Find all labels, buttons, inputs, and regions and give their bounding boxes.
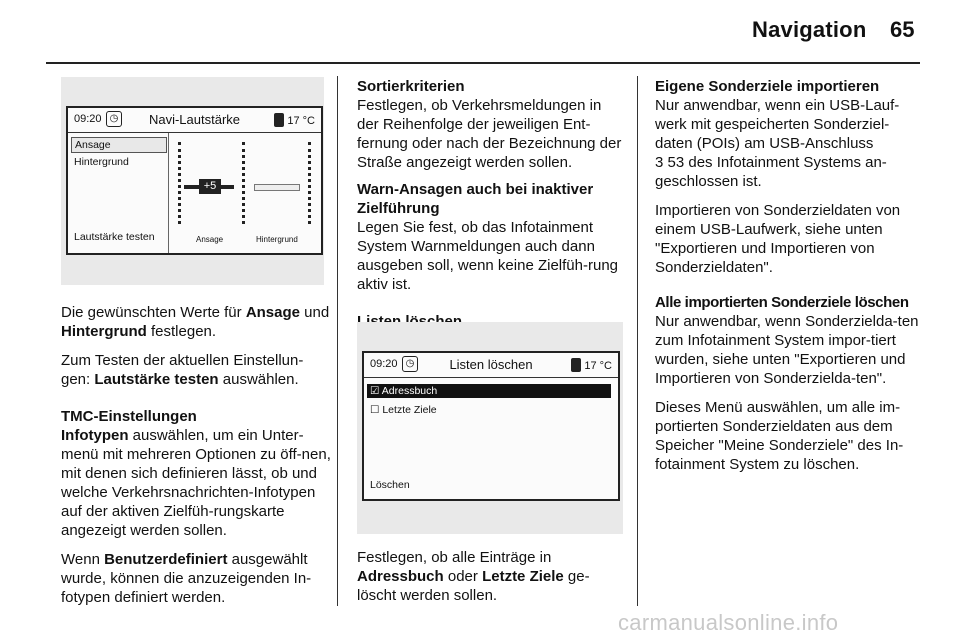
paragraph: Wenn Benutzerdefiniert ausgewählt wurde, können die anzuzeigenden In-fotypen definiert werden. bbox=[61, 551, 312, 606]
slider-scale bbox=[242, 142, 248, 224]
paragraph: Legen Sie fest, ob das Infotainment System Warnmeldungen auch dann ausgeben soll, wenn keine Zielfüh-rung aktiv ist. bbox=[357, 219, 618, 293]
column-3 bbox=[655, 77, 925, 484]
infotainment-screen bbox=[362, 351, 620, 501]
clock-icon: ◷ bbox=[402, 356, 418, 372]
paragraph: Zum Testen der aktuellen Einstellun-gen: Lautstärke testen auswählen. bbox=[61, 352, 304, 388]
slider-knob-ansage[interactable]: +5 bbox=[199, 179, 221, 194]
column-divider-1 bbox=[337, 76, 338, 606]
slider-label-ansage: Ansage bbox=[196, 235, 224, 244]
watermark: carmanualsonline.info bbox=[618, 610, 839, 635]
temperature-value: 17 °C bbox=[287, 115, 315, 127]
menu-item-hintergrund[interactable]: Hintergrund bbox=[74, 156, 129, 168]
page-header-title: Navigation bbox=[752, 17, 867, 42]
paragraph: Festlegen, ob Verkehrsmeldungen in der Reihenfolge der jeweiligen Ent-fernung oder nach der Bezeichnung der Straße angezeigt werden sollen. bbox=[357, 97, 622, 171]
page-number: 65 bbox=[890, 17, 915, 42]
clock-icon: ◷ bbox=[106, 111, 122, 127]
section-heading-import: Eigene Sonderziele importieren bbox=[655, 78, 880, 95]
checkbox-empty-icon: ☐ bbox=[370, 404, 380, 416]
paragraph: Importieren von Sonderzieldaten von einem USB-Laufwerk, siehe unten "Exportieren und Importieren von Sonderzieldaten". bbox=[655, 202, 901, 276]
screen-time: 09:20 bbox=[370, 358, 398, 370]
column-2 bbox=[357, 77, 627, 331]
header-rule bbox=[46, 62, 920, 64]
screen-status-bar bbox=[364, 353, 618, 378]
paragraph-reference: 3 53 des Infotainment Systems an-geschlossen ist. bbox=[655, 154, 887, 190]
menu-item-letzte-ziele[interactable]: ☐ Letzte Ziele bbox=[370, 404, 437, 416]
slider-scale bbox=[178, 142, 184, 224]
column-1 bbox=[61, 303, 331, 617]
column-divider-2 bbox=[637, 76, 638, 606]
section-heading-tmc: TMC-Einstellungen bbox=[61, 408, 197, 425]
thermometer-icon bbox=[571, 358, 581, 372]
section-heading-warn: Warn-Ansagen auch bei inaktiver Zielführung bbox=[357, 181, 594, 217]
screen-sidebar-divider bbox=[168, 133, 169, 253]
paragraph: Dieses Menü auswählen, um alle im-portierten Sonderzieldaten aus dem Speicher "Meine Sonderziele" des In-fotainment System zu löschen. bbox=[655, 399, 904, 473]
paragraph: Infotypen auswählen, um ein Unter-menü mit mehreren Optionen zu öff-nen, mit denen sich definieren lässt, ob und welche Verkehrsnachrichten-Infotypen auf der aktiven Zielfüh-rungskarte angezeigt werden sollen. bbox=[61, 427, 331, 539]
screen-status-bar bbox=[68, 108, 321, 133]
temperature-value: 17 °C bbox=[584, 360, 612, 372]
paragraph: Nur anwendbar, wenn ein USB-Lauf-werk mit gespeicherten Sonderziel-daten (POIs) am USB-Anschluss bbox=[655, 97, 900, 152]
screen-illustration-delete-list bbox=[357, 322, 623, 534]
thermometer-icon bbox=[274, 113, 284, 127]
column-2-bottom bbox=[357, 548, 627, 615]
paragraph: Die gewünschten Werte für Ansage und Hintergrund festlegen. bbox=[61, 304, 330, 340]
screen-title: Listen löschen bbox=[449, 357, 533, 372]
screen-illustration-volume bbox=[61, 77, 324, 285]
menu-item-adressbuch[interactable]: ☑ Adressbuch bbox=[367, 384, 611, 398]
paragraph: Festlegen, ob alle Einträge in Adressbuch oder Letzte Ziele ge-löscht werden sollen. bbox=[357, 549, 590, 604]
menu-item-loeschen[interactable]: Löschen bbox=[370, 479, 410, 491]
slider-scale bbox=[308, 142, 314, 224]
section-heading-delete: Alle importierten Sonderziele löschen bbox=[655, 294, 909, 311]
section-heading-sort: Sortierkriterien bbox=[357, 78, 465, 95]
infotainment-screen bbox=[66, 106, 323, 255]
temperature-display bbox=[274, 113, 315, 127]
checkbox-checked-icon: ☑ bbox=[370, 385, 380, 397]
screen-title: Navi-Lautstärke bbox=[148, 112, 241, 127]
slider-label-hintergrund: Hintergrund bbox=[256, 235, 298, 244]
paragraph: Nur anwendbar, wenn Sonderzielda-ten zum Infotainment System impor-tiert wurden, siehe unten "Exportieren und Importieren von Sonderzielda-ten". bbox=[655, 313, 919, 387]
slider-track-hintergrund bbox=[254, 184, 300, 191]
screen-time: 09:20 bbox=[74, 113, 102, 125]
menu-item-ansage[interactable]: Ansage bbox=[71, 137, 167, 153]
menu-item-lautstaerke-testen[interactable]: Lautstärke testen bbox=[74, 231, 155, 243]
temperature-display bbox=[571, 358, 612, 372]
